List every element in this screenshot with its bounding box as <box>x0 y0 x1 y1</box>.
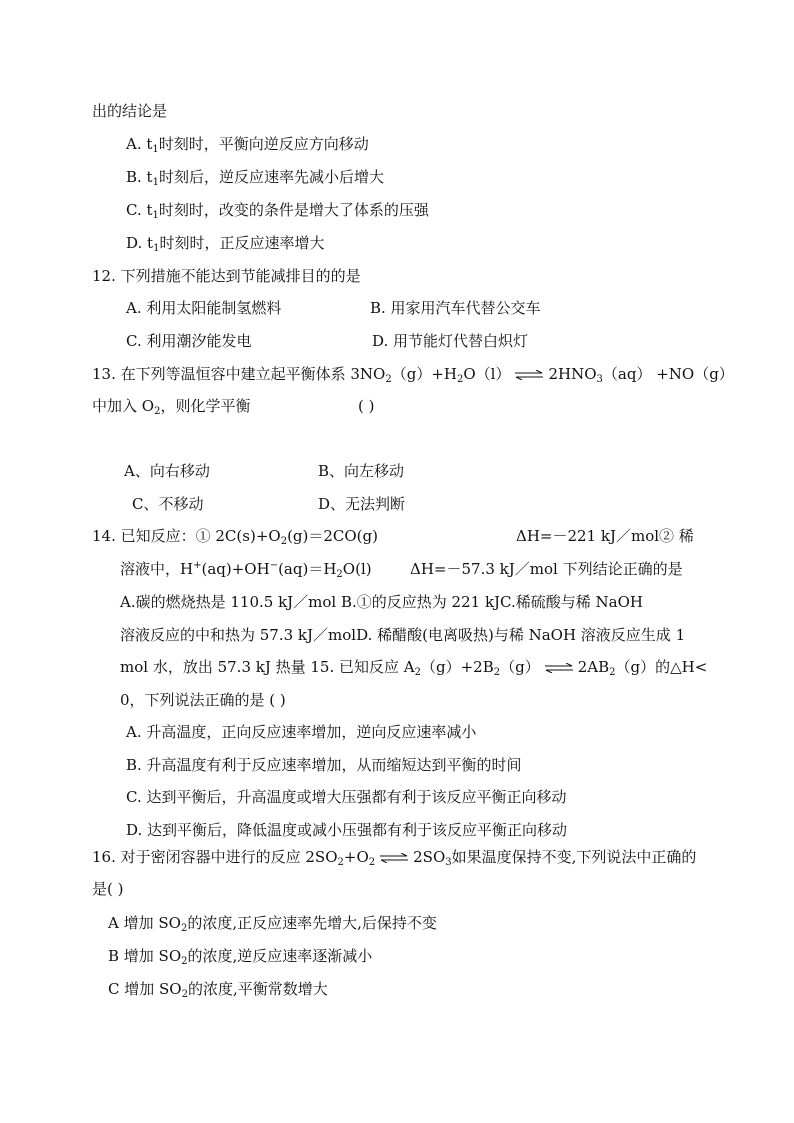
q13-stem-line1: 13. 在下列等温恒容中建立起平衡体系 $3NO_2(g)+H_2O(l)$ $2HNO_3(aq) +NO(g)$ <box>92 365 734 385</box>
equilibrium-arrow-icon <box>514 370 544 380</box>
q11-option-a: A. $t_1$时刻时，平衡向逆反应方向移动 <box>126 135 369 155</box>
q15-stem-tail: 0，下列说法正确的是 ( ) <box>120 691 286 709</box>
q12-option-a: A. 利用太阳能制氢燃料 <box>126 299 282 317</box>
q15-option-c: C. 达到平衡后，升高温度或增大压强都有利于该反应平衡正向移动 <box>126 788 567 806</box>
q13-option-c: C、不移动 <box>132 495 204 513</box>
q16-option-c: C 增加 $SO_2$的浓度,平衡常数增大 <box>108 980 328 1000</box>
q11-option-c: C. $t_1$时刻时，改变的条件是增大了体系的压强 <box>126 201 429 221</box>
q14-delta-h-2: ΔH=－57.3 kJ／mol 下列结论正确的是 <box>410 560 683 578</box>
q13-stem-line2: 中加入 $O_2$，则化学平衡 <box>92 397 251 417</box>
q13-option-a: A、向右移动 <box>124 462 210 480</box>
q12-option-b: B. 用家用汽车代替公交车 <box>370 299 541 317</box>
q13-option-d: D、无法判断 <box>318 495 406 513</box>
q11-stem-tail: 出的结论是 <box>92 102 168 120</box>
q14-delta-h-1: ΔH=－221 kJ／mol② 稀 <box>516 527 694 545</box>
q11-option-b: B. $t_1$时刻后，逆反应速率先减小后增大 <box>126 168 384 188</box>
q14-options-line4: 溶液反应的中和热为 57.3 kJ／molD. 稀醋酸(电离吸热)与稀 NaOH 溶液反应生成 1 <box>120 626 686 644</box>
q13-option-b: B、向左移动 <box>318 462 405 480</box>
q15-option-b: B. 升高温度有利于反应速率增加，从而缩短达到平衡的时间 <box>126 756 522 774</box>
q15-option-d: D. 达到平衡后，降低温度或减小压强都有利于该反应平衡正向移动 <box>126 821 568 839</box>
q16-stem-line2: 是( ) <box>92 880 124 898</box>
q16-option-b: B 增加 $SO_2$的浓度,逆反应速率逐渐减小 <box>108 947 373 967</box>
q12-stem: 12. 下列措施不能达到节能减排目的的是 <box>92 267 361 285</box>
q16-option-a: A 增加 $SO_2$的浓度,正反应速率先增大,后保持不变 <box>108 914 437 934</box>
q12-option-d: D. 用节能灯代替白炽灯 <box>372 332 529 350</box>
equilibrium-arrow-icon <box>544 663 574 673</box>
q15-option-a: A. 升高温度，正向反应速率增加，逆向反应速率减小 <box>126 723 477 741</box>
q16-stem-line1: 16. 对于密闭容器中进行的反应 $2SO_2+O_2$ $2SO_3$如果温度保持不变,下列说法中正确的 <box>92 848 697 868</box>
q12-option-c: C. 利用潮汐能发电 <box>126 332 252 350</box>
equilibrium-arrow-icon <box>379 853 409 863</box>
q14-stem-line2: 溶液中，$H^+(aq)+OH^-(aq)=H_2O(l)$ <box>120 560 372 580</box>
q14-options-line3: A.碳的燃烧热是 110.5 kJ／mol B.①的反应热为 221 kJC.稀硫酸与稀 NaOH <box>120 593 643 611</box>
q14-stem-line1: 14. 已知反应：① $2C(s)+O_2(g)=2CO(g)$ <box>92 527 378 547</box>
q13-answer-paren: ( ) <box>358 397 375 415</box>
q11-option-d: D. $t_1$时刻时，正反应速率增大 <box>126 234 325 254</box>
q14-q15-line5: mol 水，放出 57.3 kJ 热量 15. 已知反应 $A_2(g)+2B_2(g)$ $2AB_2(g)$的△H< <box>120 658 708 678</box>
